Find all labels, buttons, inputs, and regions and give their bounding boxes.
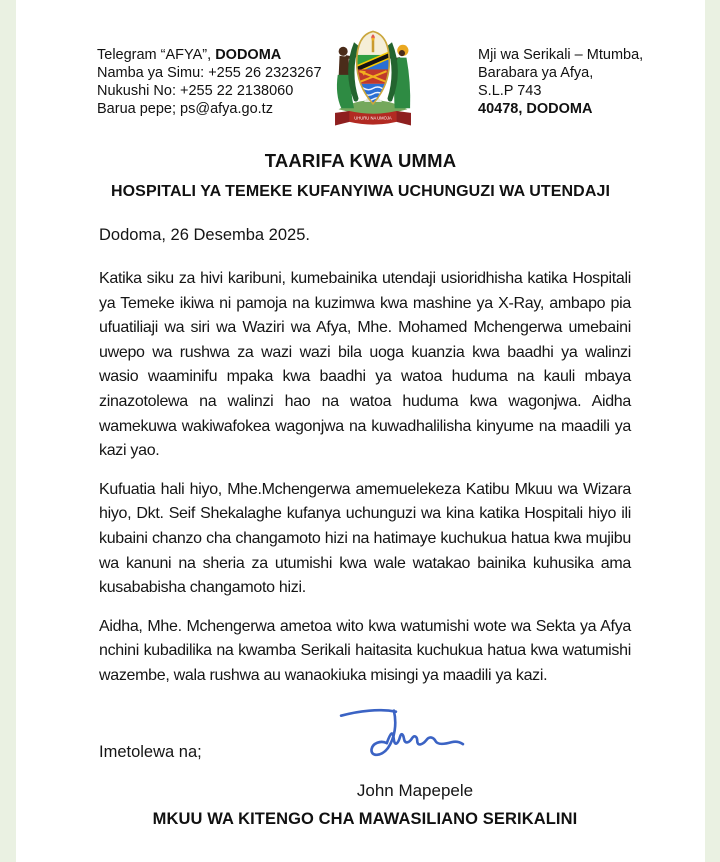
address-line-1: Mji wa Serikali – Mtumba, [478, 47, 644, 63]
closing-block [99, 703, 631, 779]
paragraph-2: Kufuatia hali hiyo, Mhe.Mchengerwa amemuelekeza Katibu Mkuu wa Wizara hiyo, Dkt. Seif Shekalaghe kufanya uchunguzi wa kina katika Hospitali hiyo ili kubaini chanzo cha changamoto hizi na hatimaye kuchukua hatua kwa mujibu wa kanuni na sheria za utumishi kwa wale watakao bainika kuhusika ama kusababisha changamoto hizi. [99, 480, 631, 597]
paragraph-1: Katika siku za hivi karibuni, kumebainika utendaji usioridhisha katika Hospitali ya Temeke ikiwa ni pamoja na kuzimwa kwa mashine ya X-Ray, ambapo pia ufuatiliaji wa siri wa Waziri wa Afya, Mhe. Mohamed Mchengerwa umebaini uwepo wa rushwa za wazi wazi bila uoga kuanzia kwa baadhi ya walinzi wasio waaminifu mpaka kwa baadhi ya watoa huduma na kauli mbaya zinazotolewa na walinzi hao na watoa huduma kwa wagonjwa. Aidha wamekuwa wakiwafokea wagonjwa na kuwadhalilisha kinyume na maadili ya kazi yao. [99, 270, 631, 460]
document-subtitle: HOSPITALI YA TEMEKE KUFANYIWA UCHUNGUZI WA UTENDAJI [110, 183, 611, 200]
document-title: TAARIFA KWA UMMA [264, 150, 457, 171]
address-line-3: S.L.P 743 [478, 83, 542, 99]
signatory-name: John Mapepele [356, 780, 474, 800]
letterhead [16, 0, 705, 140]
telegram-line: Telegram “AFYA”, DODOMA [97, 47, 282, 63]
email-line: Barua pepe; ps@afya.go.tz [97, 101, 273, 117]
letterhead-contact-block [97, 46, 322, 118]
document-paper [16, 0, 705, 862]
letterhead-address-block [478, 46, 643, 118]
dateline: Dodoma, 26 Desemba 2025. [99, 226, 310, 244]
handwritten-signature [335, 699, 467, 771]
issued-by-label: Imetolewa na; [99, 742, 202, 761]
document-body [99, 226, 631, 829]
phone-line: Namba ya Simu: +255 26 2323267 [97, 65, 322, 81]
address-line-2: Barabara ya Afya, [478, 65, 594, 81]
signatory-title: MKUU WA KITENGO CHA MAWASILIANO SERIKALINI [152, 809, 578, 828]
address-line-4: 40478, DODOMA [478, 101, 593, 117]
emblem-motto-text: UHURU NA UMOJA [354, 115, 392, 121]
tanzania-coat-of-arms-icon [327, 26, 419, 130]
fax-line: Nukushi No: +255 22 2138060 [97, 83, 294, 99]
paragraph-3: Aidha, Mhe. Mchengerwa ametoa wito kwa watumishi wote wa Sekta ya Afya nchini kubadilika na kwamba Serikali haitasita kuchukua hatua kwa watumishi wazembe, wala rushwa au wanaokiuka misingi ya maadili ya kazi. [99, 617, 631, 684]
